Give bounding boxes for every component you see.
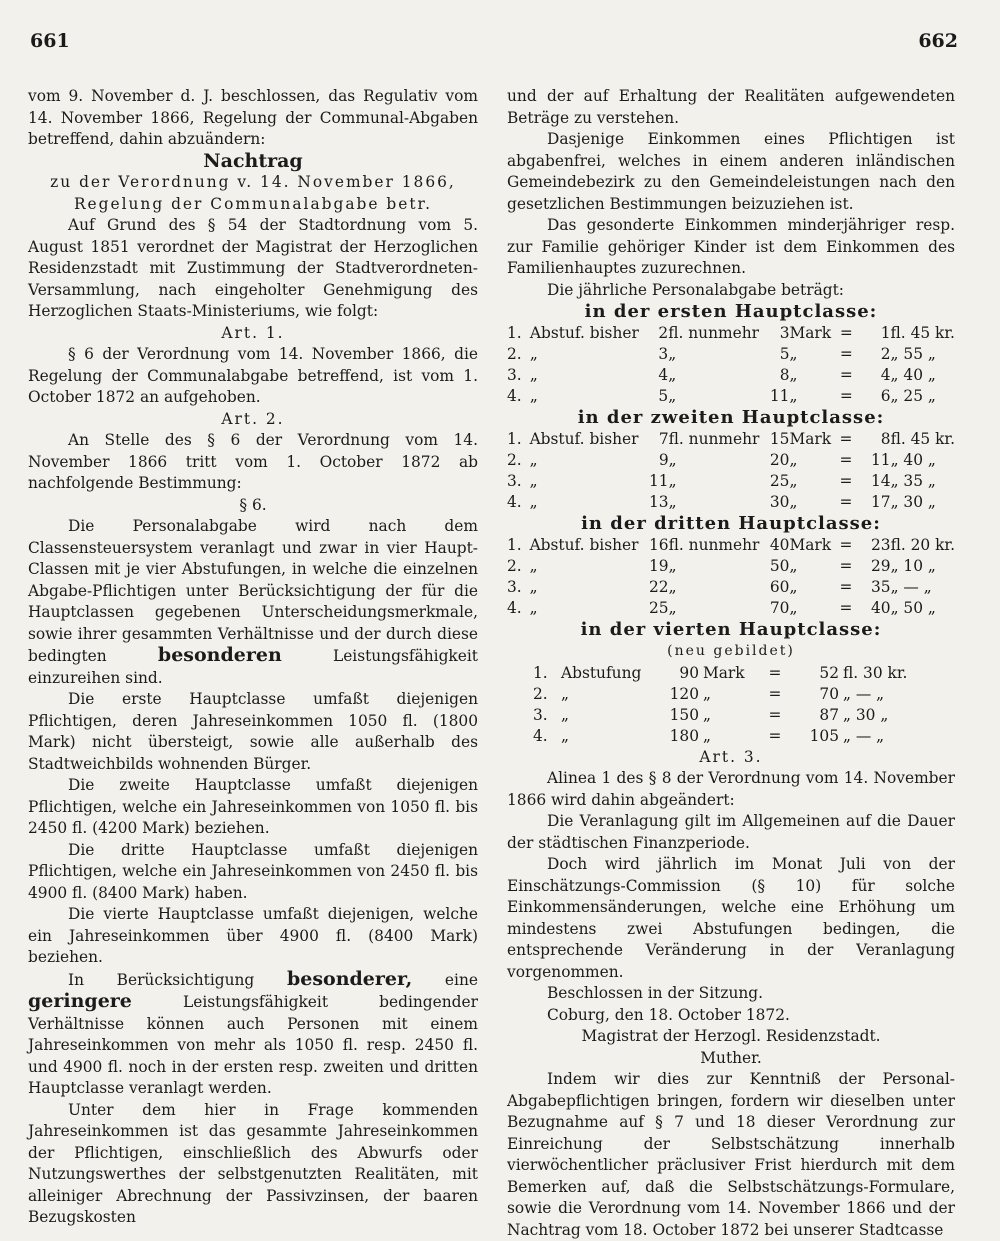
rate-cell: 9 [658, 451, 669, 469]
rate-cell: = [839, 430, 853, 448]
rate-cell: fl. 45 kr. [890, 324, 955, 342]
rate-cell: „ [668, 387, 677, 405]
rate-cell: 4 [880, 366, 891, 384]
notice-paragraph: Indem wir dies zur Kenntniß der Personal-Abgabepflichtigen bringen, fordern wir dieselben unter Bezugnahme auf § 7 und 18 dieser Verordnung zur Einreichung der Selbstschätzung innerhalb vierwöchentlicher präclusiver Frist hierdurch mit dem Bemerken auf, daß die Selbstschätzungs-Formulare, sowie die Verordnung vom 14. November 1866 und der Nachtrag vom 18. October 1872 bei unserer Stadtcasse [507, 1070, 955, 1239]
rate-cell: „ [561, 684, 569, 703]
rate-row [507, 429, 955, 450]
rate-cell: Mark [789, 430, 832, 448]
rate-cell: 4. [507, 387, 522, 405]
rate-cell: „ [789, 493, 798, 511]
third-class-paragraph: Die dritte Hauptclasse umfaßt diejenigen Pflichtigen, welche ein Jahreseinkommen von 2450 fl. bis 4900 fl. (8400 Mark) haben. [28, 840, 478, 902]
consideration-paragraph [28, 969, 478, 1100]
preamble-paragraph: Auf Grund des § 54 der Stadtordnung vom 5. August 1851 verordnet der Magistrat der Herzoglichen Residenzstadt mit Zustimmung der Stadtverordneten-Versammlung, nach eingeholter Genehmigung des Herzoglichen Staats-Ministeriums, wie folgt: [28, 216, 478, 320]
rate-cell: „ [529, 472, 538, 490]
rate-cell: 3. [533, 705, 548, 724]
article-3-heading: Art. 3. [699, 747, 763, 766]
rate-cell: 4 [658, 366, 669, 384]
signature-muther: Muther. [700, 1048, 762, 1067]
nachtrag-subtitle-1: zu der Verordnung v. 14. November 1866, [50, 173, 456, 191]
rate-row [507, 535, 955, 556]
rate-cell: = [839, 451, 853, 469]
class-4-heading: in der vierten Hauptclasse: [580, 619, 882, 640]
rate-cell: 13 [649, 493, 669, 511]
rate-cell: „ 55 „ [890, 345, 936, 363]
rate-cell: 15 [769, 430, 790, 448]
fourth-class-paragraph: Die vierte Hauptclasse umfaßt diejenigen, welche ein Jahreseinkommen über 4900 fl. (8400 Mark) beziehen. [28, 905, 478, 966]
rate-cell: fl. nunmehr [668, 536, 760, 554]
rate-cell: 14 [870, 472, 891, 490]
rate-cell: = [839, 578, 853, 596]
rate-row [507, 344, 955, 365]
rate-cell: 3 [658, 345, 669, 363]
rate-cell: „ [529, 387, 538, 405]
rates-table-class-4 [531, 663, 935, 747]
rate-cell: 4. [507, 599, 522, 617]
rate-cell: 70 [819, 684, 839, 703]
emphasis-besonderer: besonderer, [286, 967, 413, 990]
rate-cell: „ [529, 557, 538, 575]
rate-row [507, 450, 955, 471]
rate-cell: „ [529, 599, 538, 617]
rates-table-class-1 [507, 323, 955, 407]
rate-cell: 90 [679, 663, 699, 682]
rate-cell: 5 [779, 345, 790, 363]
rate-cell: = [839, 557, 853, 575]
rate-cell: „ [789, 599, 798, 617]
rate-row [507, 492, 955, 513]
rate-cell: 19 [649, 557, 669, 575]
rate-row [507, 323, 955, 344]
rate-cell: „ [703, 726, 711, 745]
rate-cell: „ [789, 578, 798, 596]
rate-cell: „ [529, 366, 538, 384]
rate-cell: „ 30 „ [843, 705, 889, 724]
rate-cell: = [839, 536, 853, 554]
rate-cell: 11 [870, 451, 891, 469]
rate-row [531, 705, 935, 726]
rate-cell: Mark [789, 324, 832, 342]
rate-cell: 70 [769, 599, 790, 617]
rate-row [507, 577, 955, 598]
rate-row [507, 556, 955, 577]
rate-cell: „ 40 „ [890, 451, 936, 469]
rate-cell: Mark [703, 663, 745, 682]
rate-cell: „ [789, 345, 798, 363]
rate-cell: „ [703, 684, 711, 703]
rate-cell: 17 [870, 493, 891, 511]
right-column [507, 86, 955, 1241]
rate-row [531, 684, 935, 705]
rate-cell: „ 35 „ [890, 472, 936, 490]
rate-cell: fl. nunmehr [668, 324, 759, 342]
rate-cell: Mark [789, 536, 832, 554]
rate-cell: „ [668, 493, 677, 511]
rate-cell: 50 [769, 557, 790, 575]
class-2-heading: in der zweiten Hauptclasse: [577, 407, 885, 428]
rate-cell: „ [668, 472, 677, 490]
rate-cell: = [839, 493, 853, 511]
intro-paragraph: vom 9. November d. J. beschlossen, das Regulativ vom 14. November 1866, Regelung der Communal-Abgaben betreffend, dahin abzuändern: [28, 87, 478, 148]
rate-cell: „ 40 „ [890, 366, 936, 384]
rate-cell: 120 [669, 684, 699, 703]
text-span: Leistungsfähigkeit bedingender Verhältnisse können auch Personen mit einem Jahreseinkommen von mehr als 1050 fl. resp. 2450 fl. und 4900 fl. noch in der ersten resp. zweiten und dritten Hauptclasse veranlagt werden. [28, 993, 478, 1097]
rate-cell: 1 [880, 324, 891, 342]
rate-cell: „ — „ [843, 726, 885, 745]
class-3-heading: in der dritten Hauptclasse: [581, 513, 881, 534]
rate-cell: 2 [658, 324, 669, 342]
rate-cell: 7 [658, 430, 669, 448]
rate-cell: „ [789, 387, 798, 405]
rate-cell: 25 [649, 599, 669, 617]
rate-cell: 22 [649, 578, 669, 596]
rate-cell: 40 [769, 536, 790, 554]
emphasis-besonderen: besonderen [157, 644, 282, 666]
rate-cell: 8 [880, 430, 891, 448]
minors-income-paragraph: Das gesonderte Einkommen minderjähriger resp. zur Familie gehöriger Kinder ist dem Einkommen des Familienhauptes zuzurechnen. [507, 216, 955, 277]
rate-cell: 11 [649, 472, 669, 490]
rate-cell: 2. [507, 345, 522, 363]
rate-cell: „ [668, 451, 677, 469]
rate-cell: 16 [649, 536, 669, 554]
rate-cell: „ [561, 705, 569, 724]
rate-cell: „ 25 „ [890, 387, 936, 405]
article-1-heading: Art. 1. [221, 323, 285, 342]
rate-cell: 2. [507, 451, 522, 469]
rate-row [507, 598, 955, 619]
rate-cell: 1. [507, 324, 522, 342]
rate-cell: „ [668, 366, 677, 384]
rate-cell: 105 [809, 726, 839, 745]
rate-cell: = [839, 324, 853, 342]
magistrate-line: Magistrat der Herzogl. Residenzstadt. [581, 1027, 881, 1045]
resolution-line: Beschlossen in der Sitzung. [547, 984, 764, 1002]
rate-cell: „ [789, 451, 798, 469]
paragraph-6-text [28, 516, 478, 689]
rate-cell: „ [668, 557, 677, 575]
rate-cell: „ [789, 366, 798, 384]
rate-row [531, 726, 935, 747]
article-2-text: An Stelle des § 6 der Verordnung vom 14. November 1866 tritt vom 1. October 1872 ab nachfolgende Bestimmung: [28, 431, 478, 492]
rate-cell: = [768, 705, 782, 724]
rate-cell: = [768, 663, 782, 682]
rate-cell: 29 [870, 557, 891, 575]
emphasis-geringere: geringere [28, 990, 132, 1012]
rate-row [507, 471, 955, 492]
rate-cell: 30 [769, 493, 790, 511]
rate-cell: 20 [769, 451, 790, 469]
rate-cell: „ [529, 493, 538, 511]
rate-cell: „ [529, 345, 538, 363]
rates-table-class-2 [507, 429, 955, 513]
rate-cell: 1. [533, 663, 548, 682]
rate-cell: 52 [819, 663, 839, 682]
newly-formed-note: (neu gebildet) [667, 643, 795, 659]
assessment-period-paragraph: Die Veranlagung gilt im Allgemeinen auf die Dauer der städtischen Finanzperiode. [507, 812, 955, 852]
rate-cell: 2. [533, 684, 548, 703]
text-span: Leistungsfähigkeit einzureihen sind. [28, 647, 478, 687]
continuation-paragraph: und der auf Erhaltung der Realitäten aufgewendeten Beträge zu verstehen. [507, 87, 955, 127]
rate-cell: 35 [870, 578, 891, 596]
rate-cell: Abstuf. bisher [529, 536, 639, 554]
rate-row [531, 663, 935, 684]
rate-cell: „ 50 „ [890, 599, 936, 617]
nachtrag-subtitle-2: Regelung der Communalabgabe betr. [73, 194, 433, 213]
rate-cell: „ [668, 345, 677, 363]
annual-levy-intro: Die jährliche Personalabgabe beträgt: [547, 280, 844, 299]
rate-cell: „ [789, 472, 798, 490]
rate-row [507, 365, 955, 386]
income-definition-paragraph: Unter dem hier in Frage kommenden Jahreseinkommen ist das gesammte Jahreseinkommen der Pflichtigen, einschließlich des Abwurfs oder Nutzungswerthes der selbstgenutzten Realitäten, mit alleiniger Abrechnung der Passivzinsen, der baaren Bezugskosten [28, 1100, 478, 1226]
rate-cell: 3. [507, 366, 522, 384]
rate-cell: 60 [769, 578, 790, 596]
rate-cell: 3 [779, 324, 790, 342]
rate-cell: = [839, 366, 853, 384]
left-column [28, 86, 478, 1229]
rate-cell: Abstuf. bisher [529, 430, 639, 448]
rate-cell: 11 [769, 387, 790, 405]
rate-cell: 4. [507, 493, 522, 511]
page-number-left: 661 [30, 30, 70, 52]
rate-cell: 180 [669, 726, 699, 745]
class-1-heading: in der ersten Hauptclasse: [584, 301, 878, 322]
text-span: In Berücksichtigung [68, 970, 255, 989]
rate-cell: 87 [819, 705, 839, 724]
article-2-heading: Art. 2. [221, 409, 285, 428]
rate-cell: 6 [880, 387, 891, 405]
rate-cell: 3. [507, 472, 522, 490]
rate-cell: „ [789, 557, 798, 575]
rate-cell: „ — „ [890, 578, 932, 596]
rate-cell: = [839, 599, 853, 617]
rate-cell: „ 10 „ [890, 557, 936, 575]
rate-cell: „ [529, 578, 538, 596]
rate-cell: „ [561, 726, 569, 745]
rate-cell: 1. [507, 536, 522, 554]
rate-cell: „ [668, 578, 677, 596]
rate-cell: „ [703, 705, 711, 724]
rate-cell: = [839, 387, 853, 405]
rate-cell: „ [668, 599, 677, 617]
rate-cell: „ 30 „ [890, 493, 936, 511]
rate-cell: 4. [533, 726, 548, 745]
rate-cell: Abstuf. bisher [529, 324, 639, 342]
nachtrag-heading: Nachtrag [203, 149, 303, 172]
rate-cell: 3. [507, 578, 522, 596]
rate-row [507, 386, 955, 407]
rate-cell: 2. [507, 557, 522, 575]
rate-cell: = [839, 472, 853, 490]
rate-cell: fl. 20 kr. [890, 536, 955, 554]
place-date-line: Coburg, den 18. October 1872. [547, 1005, 790, 1024]
first-class-paragraph: Die erste Hauptclasse umfaßt diejenigen Pflichtigen, deren Jahreseinkommen 1050 fl. (1800 Mark) nicht übersteigt, sowie alle außerhalb des Stadtweichbilds wohnenden Bürger. [28, 690, 478, 773]
rate-cell: 2 [880, 345, 891, 363]
rate-cell: 40 [870, 599, 891, 617]
second-class-paragraph: Die zweite Hauptclasse umfaßt diejenigen Pflichtigen, welche ein Jahreseinkommen von 1050 fl. bis 2450 fl. (4200 Mark) beziehen. [28, 776, 478, 837]
exempt-income-paragraph: Dasjenige Einkommen eines Pflichtigen ist abgabenfrei, welches in einem anderen inländischen Gemeindebezirk zu den Gemeindeleistungen nach den gesetzlichen Bestimmungen beizuziehen ist. [507, 130, 955, 213]
paragraph-6-heading: § 6. [239, 495, 267, 514]
july-revision-paragraph: Doch wird jährlich im Monat Juli von der Einschätzungs-Commission (§ 10) für solche Einkommensänderungen, welche eine Erhöhung um mindestens zwei Abstufungen bedingen, die entsprechende Veränderung in der Veranlagung vorgenommen. [507, 855, 955, 981]
rate-cell: 150 [669, 705, 699, 724]
rate-cell: fl. 30 kr. [843, 663, 908, 682]
rate-cell: 1. [507, 430, 522, 448]
text-span: Die Personalabgabe wird nach dem Classensteuersystem veranlagt und zwar in vier Haupt-Classen mit je vier Abstufungen, in welche die einzelnen Abgabe-Pflichtigen unter Berücksichtigung der für die Hauptclassen gegebenen Unterscheidungsmerkmale, sowie ihrer gesammten Verhältnisse und der durch diese bedingten [28, 517, 478, 665]
rate-cell: 25 [769, 472, 790, 490]
rate-cell: 8 [779, 366, 790, 384]
rate-cell: fl. nunmehr [668, 430, 760, 448]
rate-cell: 5 [658, 387, 669, 405]
rate-cell: Abstufung [561, 663, 642, 682]
rate-cell: = [768, 726, 782, 745]
article-1-text: § 6 der Verordnung vom 14. November 1866, die Regelung der Communalabgabe betreffend, ist vom 1. October 1872 an aufgehoben. [28, 345, 478, 406]
text-span: eine [444, 970, 478, 989]
article-3-text: Alinea 1 des § 8 der Verordnung vom 14. November 1866 wird dahin abgeändert: [507, 769, 955, 809]
rate-cell: 23 [870, 536, 891, 554]
rates-table-class-3 [507, 535, 955, 619]
rate-cell: = [839, 345, 853, 363]
rate-cell: „ [529, 451, 538, 469]
page-number-right: 662 [918, 30, 958, 52]
rate-cell: „ — „ [843, 684, 885, 703]
rate-cell: fl. 45 kr. [890, 430, 955, 448]
rate-cell: = [768, 684, 782, 703]
